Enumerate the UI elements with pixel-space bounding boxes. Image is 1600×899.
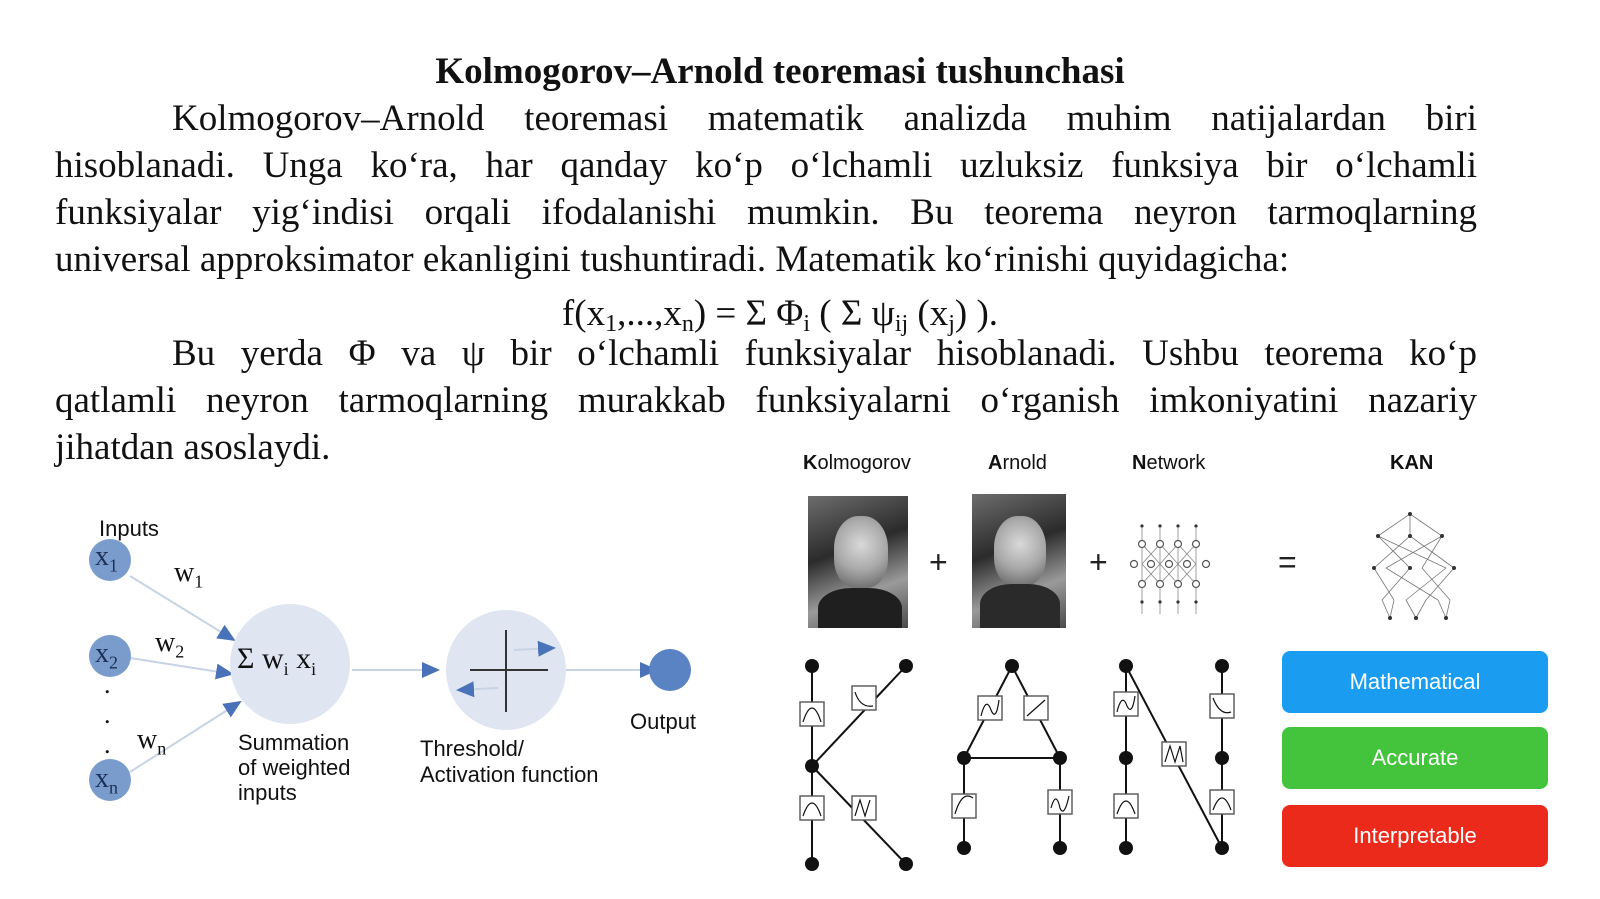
formula: $f(x_1,...,x_n) = \Sigma$ $\Phi_i$ ( Σ $\psi_{ij}$ $(x_j)$ ). bbox=[561, 293, 999, 337]
xn-label: $x_n$ bbox=[95, 763, 118, 798]
w2-label: $w_2$ bbox=[155, 627, 185, 662]
paragraph1-line2: hisoblanadi. Unga ko‘ra, har qanday ko‘p o‘lchamli uzluksiz funksiya bir o‘lchamli bbox=[55, 145, 1477, 186]
activation-label-2: Activation function bbox=[420, 762, 599, 787]
ellipsis-dot-2: . bbox=[104, 700, 111, 729]
page-title: Kolmogorov–Arnold teoremasi tushunchasi bbox=[435, 51, 1125, 92]
badge-interpretable: Interpretable bbox=[1282, 805, 1548, 867]
x1-label: $x_1$ bbox=[95, 541, 118, 576]
network-icon bbox=[1130, 514, 1214, 620]
kan-network-icon bbox=[1366, 508, 1466, 624]
summation-label-2: of weighted bbox=[238, 755, 351, 780]
paragraph1-line4: universal approksimator ekanligini tushuntiradi. Matematik ko‘rinishi quyidagicha: bbox=[55, 239, 1290, 280]
paragraph2-line3: jihatdan asoslaydi. bbox=[55, 427, 331, 468]
w1-label: $w_1$ bbox=[174, 557, 204, 592]
paragraph2-line2: qatlamli neyron tarmoqlarning murakkab funksiyalarni o‘rganish imkoniyatini nazariy bbox=[55, 380, 1477, 421]
header-arnold: Arnold bbox=[988, 452, 1047, 474]
arnold-portrait bbox=[972, 494, 1066, 628]
plus-sign-2: + bbox=[1089, 544, 1108, 580]
header-kan: KAN bbox=[1390, 452, 1434, 474]
header-kolmogorov: Kolmogorov bbox=[803, 452, 911, 474]
ellipsis-dot-1: . bbox=[104, 670, 111, 699]
ellipsis-dot-3: . bbox=[104, 730, 111, 759]
inputs-label: Inputs bbox=[99, 516, 159, 541]
badge-accurate: Accurate bbox=[1282, 727, 1548, 789]
paragraph2-line1: Bu yerda Φ va ψ bir o‘lchamli funksiyalar hisoblanadi. Ushbu teorema ko‘p bbox=[172, 333, 1477, 374]
badge-mathematical: Mathematical bbox=[1282, 651, 1548, 713]
summation-formula: Σ $w_i$ $x_i$ bbox=[237, 642, 317, 679]
x2-label: $x_2$ bbox=[95, 638, 118, 673]
paragraph1-line3: funksiyalar yig‘indisi orqali ifodalanishi mumkin. Bu teorema neyron tarmoqlarning bbox=[55, 192, 1477, 233]
paragraph1-line1: Kolmogorov–Arnold teoremasi matematik analizda muhim natijalardan biri bbox=[172, 98, 1477, 139]
summation-label-3: inputs bbox=[238, 780, 297, 805]
wn-label: $w_n$ bbox=[137, 724, 167, 759]
output-node bbox=[649, 649, 691, 691]
equals-sign: = bbox=[1278, 544, 1297, 580]
output-label: Output bbox=[630, 709, 697, 734]
summation-label-1: Summation bbox=[238, 730, 350, 755]
activation-label-1: Threshold/ bbox=[420, 736, 524, 761]
kolmogorov-portrait bbox=[808, 496, 908, 628]
kan-letters-figure bbox=[790, 650, 1240, 880]
header-network: Network bbox=[1132, 452, 1206, 474]
plus-sign-1: + bbox=[929, 544, 948, 580]
